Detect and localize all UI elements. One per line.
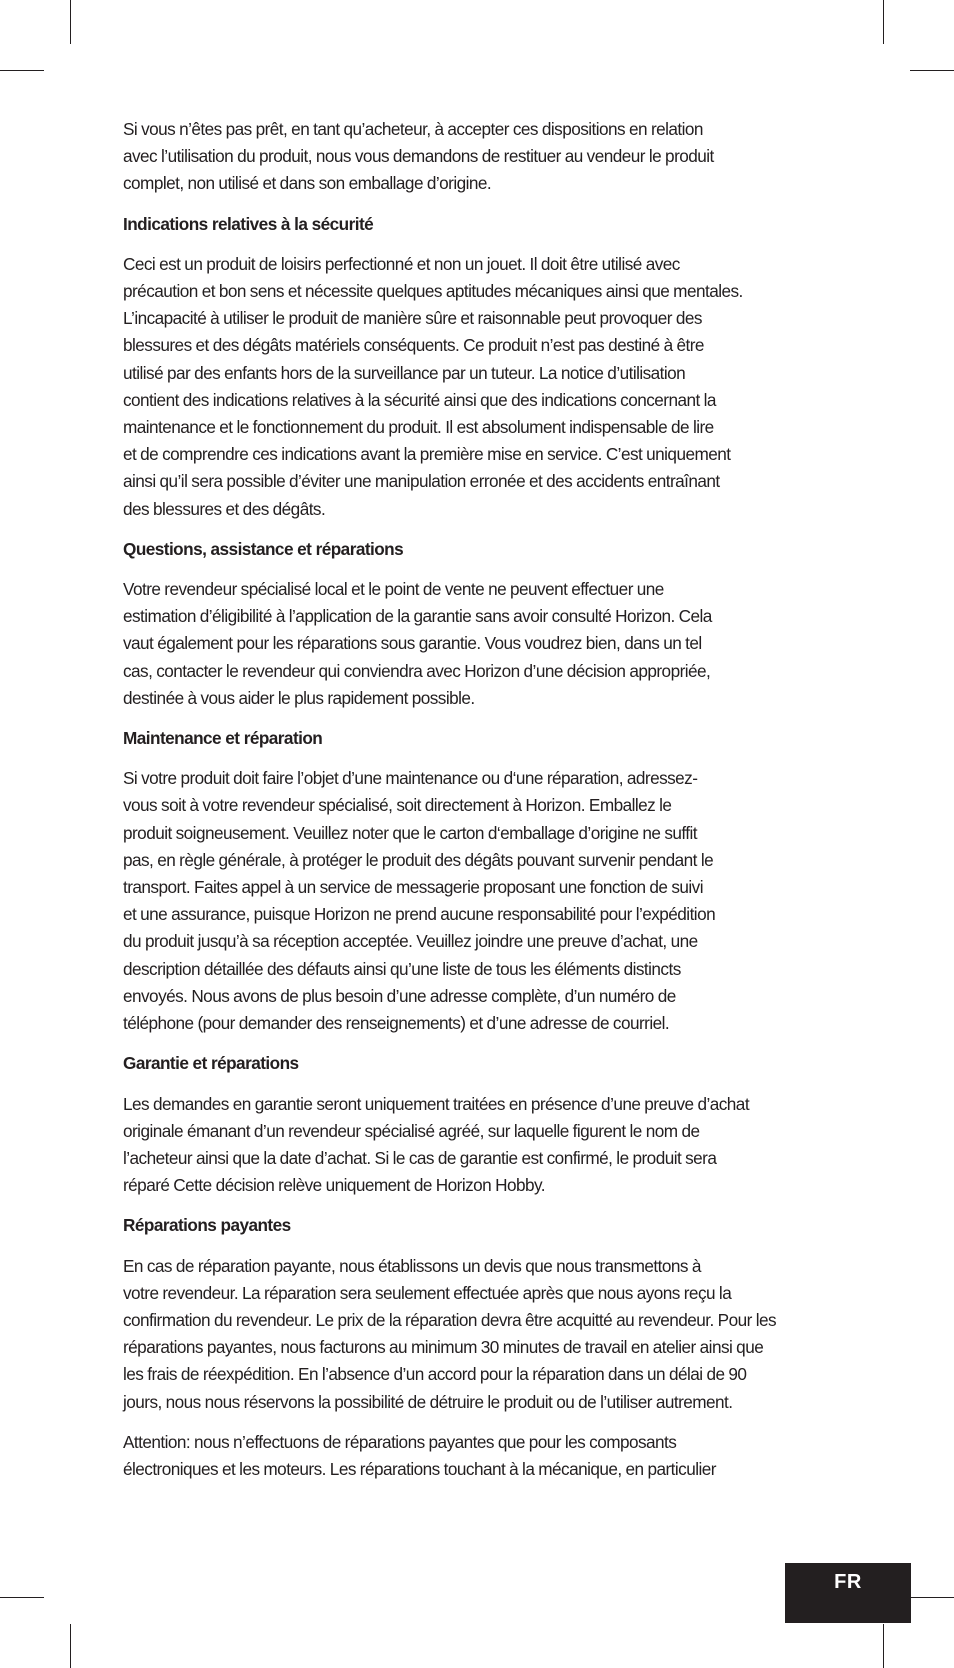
section-paragraph-paid-repairs: En cas de réparation payante, nous établissons un devis que nous transmettons à votre revendeur. La réparation sera seulement effectuée après que nous ayons reçu la confirmation du revendeur. Le prix de la réparation devra être acquitté au revendeur. Pour les réparations payantes, nous facturons au minimum 30 minutes de travail en atelier ainsi que les frais de réexpédition. En l’absence d’un accord pour la réparation dans un délai de 90 jours, nous nous réservons la possibilité de détruire le produit ou de l’utiliser autrement.	[123, 1255, 777, 1412]
section-paragraph-questions: Votre revendeur spécialisé local et le point de vente ne peuvent effectuer une estimation d’éligibilité à l’application de la garantie sans avoir consulté Horizon. Cela vaut également pour les réparations sous garantie. Vous voudrez bien, dans un tel cas, contacter le revendeur qui conviendra avec Horizon d’une décision appropriée, destinée à vous aider le plus rapidement possible.	[123, 579, 712, 708]
crop-mark-top-right-vertical	[883, 0, 884, 44]
crop-mark-top-right-horizontal	[910, 70, 954, 71]
section-paragraph-attention: Attention: nous n’effectuons de réparations payantes que pour les composants électroniques et les moteurs. Les réparations touchant à la mécanique, en particulier	[123, 1431, 716, 1479]
crop-mark-bottom-left-vertical	[70, 1624, 71, 1668]
document-body	[123, 116, 835, 1483]
section-heading-maintenance: Maintenance et réparation	[123, 728, 323, 749]
crop-mark-top-left-horizontal	[0, 70, 44, 71]
section-heading-paid-repairs: Réparations payantes	[123, 1215, 291, 1236]
section-paragraph-safety: Ceci est un produit de loisirs perfectionné et non un jouet. Il doit être utilisé avec précaution et bon sens et nécessite quelques aptitudes mécaniques ainsi que mentales. L’incapacité à utiliser le produit de manière sûre et raisonnable peut provoquer des blessures et des dégâts matériels conséquents. Ce produit n’est pas destiné à être utilisé par des enfants hors de la surveillance par un tuteur. La notice d’utilisation contient des indications relatives à la sécurité ainsi que des indications concernant la maintenance et le fonctionnement du produit. Il est absolument indispensable de lire et de comprendre ces indications avant la première mise en service. C’est uniquement ainsi qu’il sera possible d’éviter une manipulation erronée et des accidents entraînant des blessures et des dégâts.	[123, 253, 743, 519]
section-heading-safety: Indications relatives à la sécurité	[123, 213, 374, 234]
section-heading-questions: Questions, assistance et réparations	[123, 538, 404, 559]
crop-mark-bottom-left-horizontal	[0, 1597, 44, 1598]
crop-mark-bottom-right-horizontal	[910, 1597, 954, 1598]
crop-mark-bottom-right-vertical	[883, 1624, 884, 1668]
language-tab: FR	[785, 1563, 911, 1623]
section-paragraph-maintenance: Si votre produit doit faire l’objet d’une maintenance ou d‘une réparation, adressez- vous soit à votre revendeur spécialisé, soit directement à Horizon. Emballez le produit soigneusement. Veuillez noter que le carton d‘emballage d’origine ne suffit pas, en règle générale, à protéger le produit des dégâts pouvant survenir pendant le transport. Faites appel à un service de messagerie proposant une fonction de suivi et une assurance, puisque Horizon ne prend aucune responsabilité pour l’expédition du produit jusqu’à sa réception acceptée. Veuillez joindre une preuve d’achat, une description détaillée des défauts ainsi qu’une liste de tous les éléments distincts envoyés. Nous avons de plus besoin d’une adresse complète, d’un numéro de téléphone (pour demander des renseignements) et d’une adresse de courriel.	[123, 768, 716, 1034]
section-heading-warranty: Garantie et réparations	[123, 1053, 299, 1074]
intro-paragraph: Si vous n’êtes pas prêt, en tant qu’acheteur, à accepter ces dispositions en relation avec l’utilisation du produit, nous vous demandons de restituer au vendeur le produit complet, non utilisé et dans son emballage d’origine.	[123, 119, 714, 194]
section-paragraph-warranty: Les demandes en garantie seront uniquement traitées en présence d’une preuve d’achat originale émanant d’un revendeur spécialisé agréé, sur laquelle figurent le nom de l’acheteur ainsi que la date d’achat. Si le cas de garantie est confirmé, le produit sera réparé Cette décision relève uniquement de Horizon Hobby.	[123, 1093, 750, 1196]
crop-mark-top-left-vertical	[70, 0, 71, 44]
